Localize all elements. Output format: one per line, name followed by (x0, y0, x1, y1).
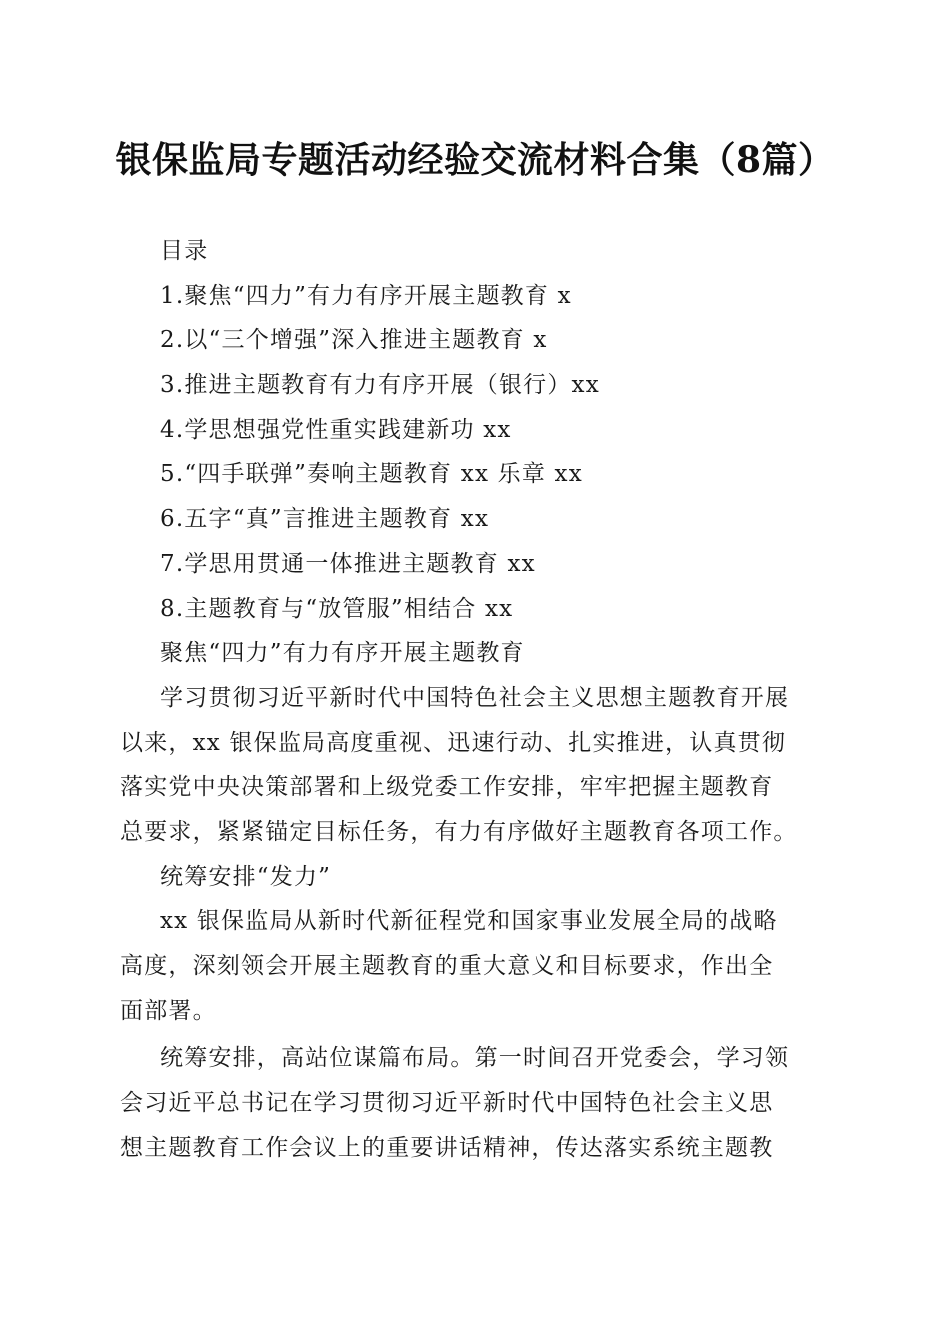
paragraph-line: 总要求，紧紧锚定目标任务，有力有序做好主题教育各项工作。 (120, 818, 798, 845)
document-body (120, 229, 830, 1170)
toc-item: 1.聚焦“四力”有力有序开展主题教育 x (160, 282, 572, 309)
document-title: 银保监局专题活动经验交流材料合集（8篇） (115, 139, 835, 181)
paragraph-line: 落实党中央决策部署和上级党委工作安排，牢牢把握主题教育 (120, 774, 774, 801)
toc-item: 3.推进主题教育有力有序开展（银行）xx (160, 372, 600, 399)
section-heading: 统筹安排“发力” (160, 863, 332, 890)
toc-item: 8.主题教育与“放管服”相结合 xx (160, 595, 514, 622)
toc-item: 2.以“三个增强”深入推进主题教育 x (160, 327, 548, 354)
paragraph-line: 面部署。 (120, 997, 217, 1024)
toc-item: 5.“四手联弹”奏响主题教育 xx 乐章 xx (160, 461, 583, 488)
article-title: 聚焦“四力”有力有序开展主题教育 (160, 640, 525, 667)
paragraph-line: 高度，深刻领会开展主题教育的重大意义和目标要求，作出全 (120, 953, 774, 979)
paragraph-line: 想主题教育工作会议上的重要讲话精神，传达落实系统主题教 (120, 1134, 774, 1161)
toc-heading: 目录 (160, 238, 209, 264)
paragraph-line: 以来，xx 银保监局高度重视、迅速行动、扎实推进，认真贯彻 (120, 729, 787, 756)
paragraph-line: xx 银保监局从新时代新征程党和国家事业发展全局的战略 (160, 908, 778, 935)
toc-item: 7.学思用贯通一体推进主题教育 xx (160, 550, 536, 577)
toc-item: 6.五字“真”言推进主题教育 xx (160, 506, 490, 533)
paragraph-line: 会习近平总书记在学习贯彻习近平新时代中国特色社会主义思 (120, 1090, 774, 1117)
paragraph-line: 学习贯彻习近平新时代中国特色社会主义思想主题教育开展 (160, 684, 790, 711)
paragraph-line: 统筹安排，高站位谋篇布局。第一时间召开党委会，学习领 (160, 1045, 790, 1072)
toc-item: 4.学思想强党性重实践建新功 xx (160, 416, 512, 443)
